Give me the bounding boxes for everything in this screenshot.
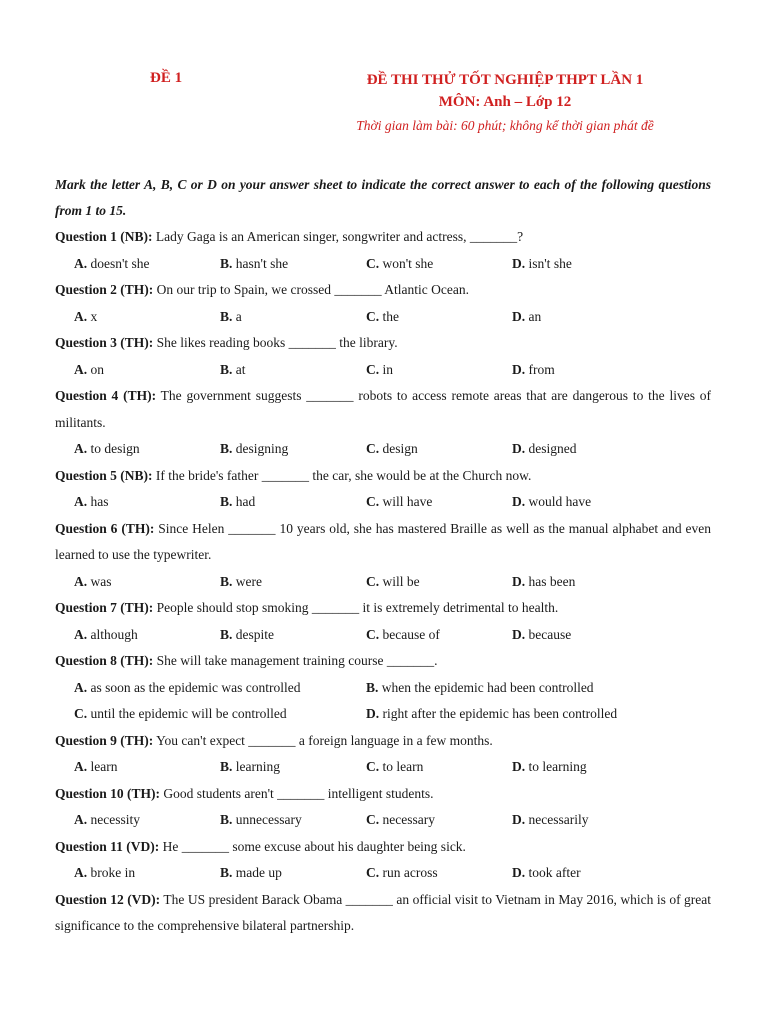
question-text: She likes reading books _______ the library. — [153, 335, 398, 350]
option-text: will be — [379, 573, 420, 589]
answer-option — [512, 436, 658, 463]
option-row — [55, 251, 711, 278]
question-3 — [55, 330, 711, 357]
option-text: necessity — [87, 812, 140, 827]
option-letter: D. — [512, 626, 526, 642]
answer-option — [366, 622, 512, 649]
option-row — [55, 754, 711, 781]
option-letter: A. — [74, 494, 88, 509]
option-letter: B. — [220, 865, 233, 880]
option-text: despite — [232, 626, 275, 642]
option-letter: B. — [220, 308, 233, 324]
answer-option — [74, 675, 366, 702]
option-text: on — [87, 361, 104, 377]
option-letter: D. — [512, 812, 526, 827]
answer-option — [366, 357, 512, 384]
option-text: because — [525, 626, 572, 642]
option-letter: D. — [512, 308, 526, 324]
option-letter: D. — [512, 494, 526, 509]
answer-option — [74, 860, 220, 887]
answer-option — [74, 436, 220, 463]
option-text: to learning — [525, 759, 587, 774]
option-text: were — [232, 573, 262, 589]
option-letter: C. — [366, 812, 380, 827]
question-label: Question 3 (TH): — [55, 335, 154, 350]
answer-option — [220, 622, 366, 649]
option-letter: C. — [366, 573, 380, 589]
option-row — [55, 436, 711, 463]
option-row — [55, 489, 711, 516]
option-letter: A. — [74, 308, 88, 324]
option-letter: C. — [366, 759, 380, 774]
question-label: Question 11 (VD): — [55, 838, 160, 854]
answer-option — [220, 489, 366, 516]
option-letter: B. — [220, 255, 233, 271]
answer-option — [512, 251, 658, 278]
question-label: Question 7 (TH): — [55, 600, 154, 615]
option-row — [55, 304, 711, 331]
answer-option — [366, 569, 512, 596]
option-text: the — [379, 308, 399, 324]
answer-option — [366, 860, 512, 887]
option-text: learning — [232, 759, 280, 774]
question-text: On our trip to Spain, we crossed _______ Atlantic Ocean. — [153, 282, 469, 297]
option-text: made up — [232, 865, 282, 880]
answer-option — [512, 304, 658, 331]
option-text: necessary — [379, 812, 435, 827]
option-letter: B. — [220, 573, 233, 589]
answer-option — [220, 754, 366, 781]
answer-option — [366, 436, 512, 463]
option-letter: A. — [74, 679, 88, 695]
answer-option — [74, 357, 220, 384]
question-11 — [55, 834, 711, 861]
answer-option — [220, 807, 366, 834]
option-letter: D. — [512, 441, 526, 456]
question-text: The government suggests _______ robots to access remote areas that are dangerous to the lives of militants. — [55, 388, 711, 430]
option-text: when the epidemic had been controlled — [378, 679, 594, 695]
question-text: She will take management training course _______. — [153, 653, 438, 668]
question-6 — [55, 516, 711, 569]
option-letter: B. — [220, 494, 233, 509]
question-text: Lady Gaga is an American singer, songwriter and actress, _______? — [152, 229, 524, 244]
option-row — [55, 701, 711, 728]
answer-option — [366, 754, 512, 781]
option-letter: C. — [366, 361, 380, 377]
answer-option — [366, 701, 658, 728]
option-text: from — [525, 361, 555, 377]
answer-option — [220, 436, 366, 463]
option-text: a — [232, 308, 242, 324]
question-label: Question 2 (TH): — [55, 282, 154, 297]
option-letter: D. — [512, 759, 526, 774]
answer-option — [74, 754, 220, 781]
option-text: doesn't she — [87, 255, 150, 271]
instruction-text: Mark the letter A, B, C or D on your answer sheet to indicate the correct answer to each of the following questions from 1 to 15. — [55, 177, 711, 218]
option-text: designed — [525, 441, 577, 456]
option-row — [55, 807, 711, 834]
option-text: as soon as the epidemic was controlled — [87, 679, 301, 695]
option-text: learn — [87, 759, 118, 774]
question-label: Question 10 (TH): — [55, 785, 161, 801]
option-text: x — [87, 308, 98, 324]
answer-option — [366, 304, 512, 331]
answer-option — [74, 569, 220, 596]
question-8 — [55, 648, 711, 675]
option-letter: A. — [74, 812, 88, 827]
option-text: unnecessary — [232, 812, 302, 827]
option-text: until the epidemic will be controlled — [87, 706, 287, 721]
option-letter: C. — [74, 706, 88, 721]
option-letter: B. — [366, 679, 379, 695]
option-letter: A. — [74, 865, 88, 880]
exam-title: ĐỀ THI THỬ TỐT NGHIỆP THPT LẦN 1 — [366, 72, 644, 88]
question-12 — [55, 887, 711, 940]
answer-option — [74, 701, 366, 728]
question-label: Question 4 (TH): — [55, 388, 157, 403]
option-letter: C. — [366, 626, 380, 642]
option-letter: D. — [512, 573, 526, 589]
option-letter: D. — [512, 865, 526, 880]
question-label: Question 1 (NB): — [55, 229, 153, 244]
option-row — [55, 675, 711, 702]
answer-option — [74, 807, 220, 834]
answer-option — [512, 807, 658, 834]
option-letter: A. — [74, 626, 88, 642]
answer-option — [366, 675, 658, 702]
answer-option — [74, 489, 220, 516]
option-row — [55, 569, 711, 596]
answer-option — [512, 489, 658, 516]
option-letter: A. — [74, 441, 88, 456]
question-text: If the bride's father _______ the car, she would be at the Church now. — [152, 467, 532, 483]
option-letter: D. — [512, 255, 526, 271]
option-row — [55, 860, 711, 887]
answer-option — [220, 304, 366, 331]
option-text: right after the epidemic has been controlled — [379, 706, 618, 721]
option-text: at — [232, 361, 246, 377]
question-label: Question 8 (TH): — [55, 653, 154, 668]
question-9 — [55, 728, 711, 755]
answer-option — [366, 251, 512, 278]
answer-option — [512, 754, 658, 781]
question-10 — [55, 781, 711, 808]
option-text: although — [87, 626, 138, 642]
option-text: would have — [525, 494, 592, 509]
option-text: to design — [87, 441, 140, 456]
option-letter: B. — [220, 812, 233, 827]
option-text: in — [379, 361, 394, 377]
option-text: hasn't she — [232, 255, 289, 271]
option-text: took after — [525, 865, 581, 880]
question-label: Question 12 (VD): — [55, 891, 161, 907]
option-text: necessarily — [525, 812, 589, 827]
question-1 — [55, 224, 711, 251]
option-letter: D. — [512, 361, 526, 377]
option-text: designing — [232, 441, 289, 456]
exam-time: Thời gian làm bài: 60 phút; không kể thời gian phát đề — [356, 118, 654, 133]
question-list — [55, 224, 711, 940]
answer-option — [74, 304, 220, 331]
question-text: People should stop smoking _______ it is extremely detrimental to health. — [153, 600, 559, 615]
option-letter: C. — [366, 865, 380, 880]
option-letter: B. — [220, 441, 233, 456]
option-text: design — [379, 441, 418, 456]
question-label: Question 6 (TH): — [55, 520, 155, 536]
question-text: The US president Barack Obama _______ an official visit to Vietnam in May 2016, which is of great significance to the comprehensive bilateral partnership. — [55, 891, 712, 933]
option-text: an — [525, 308, 542, 324]
question-7 — [55, 595, 711, 622]
question-5 — [55, 463, 711, 490]
answer-option — [74, 251, 220, 278]
option-text: will have — [379, 494, 433, 509]
answer-option — [220, 569, 366, 596]
exam-subject: MÔN: Anh – Lớp 12 — [438, 94, 572, 110]
option-text: has been — [525, 573, 576, 589]
option-text: to learn — [379, 759, 424, 774]
option-letter: A. — [74, 759, 88, 774]
question-text: He _______ some excuse about his daughter being sick. — [159, 838, 466, 854]
option-letter: C. — [366, 255, 380, 271]
option-letter: D. — [366, 706, 380, 721]
option-text: broke in — [87, 865, 136, 880]
option-letter: C. — [366, 308, 380, 324]
answer-option — [512, 860, 658, 887]
question-text: You can't expect _______ a foreign language in a few months. — [153, 732, 493, 748]
option-text: isn't she — [525, 255, 572, 271]
option-letter: B. — [220, 626, 233, 642]
answer-option — [366, 489, 512, 516]
question-text: Since Helen _______ 10 years old, she has mastered Braille as well as the manual alphabet and even learned to use the typewriter. — [55, 520, 711, 562]
option-text: won't she — [379, 255, 434, 271]
option-text: because of — [379, 626, 440, 642]
question-text: Good students aren't _______ intelligent students. — [160, 785, 434, 801]
option-text: had — [232, 494, 256, 509]
exam-code: ĐỀ 1 — [150, 70, 183, 86]
answer-option — [512, 569, 658, 596]
answer-option — [512, 622, 658, 649]
question-label: Question 9 (TH): — [55, 732, 154, 748]
option-text: was — [87, 573, 112, 589]
option-text: run across — [379, 865, 438, 880]
option-letter: A. — [74, 361, 88, 377]
answer-option — [220, 251, 366, 278]
option-letter: C. — [366, 494, 380, 509]
option-row — [55, 357, 711, 384]
option-row — [55, 622, 711, 649]
option-letter: A. — [74, 255, 88, 271]
question-2 — [55, 277, 711, 304]
answer-option — [220, 860, 366, 887]
answer-option — [220, 357, 366, 384]
answer-option — [366, 807, 512, 834]
answer-option — [512, 357, 658, 384]
exam-content — [55, 172, 711, 940]
option-letter: B. — [220, 759, 233, 774]
answer-option — [74, 622, 220, 649]
question-4 — [55, 383, 711, 436]
option-letter: A. — [74, 573, 88, 589]
question-label: Question 5 (NB): — [55, 467, 153, 483]
option-letter: C. — [366, 441, 380, 456]
exam-title-block — [340, 70, 670, 138]
option-text: has — [87, 494, 109, 509]
option-letter: B. — [220, 361, 233, 377]
